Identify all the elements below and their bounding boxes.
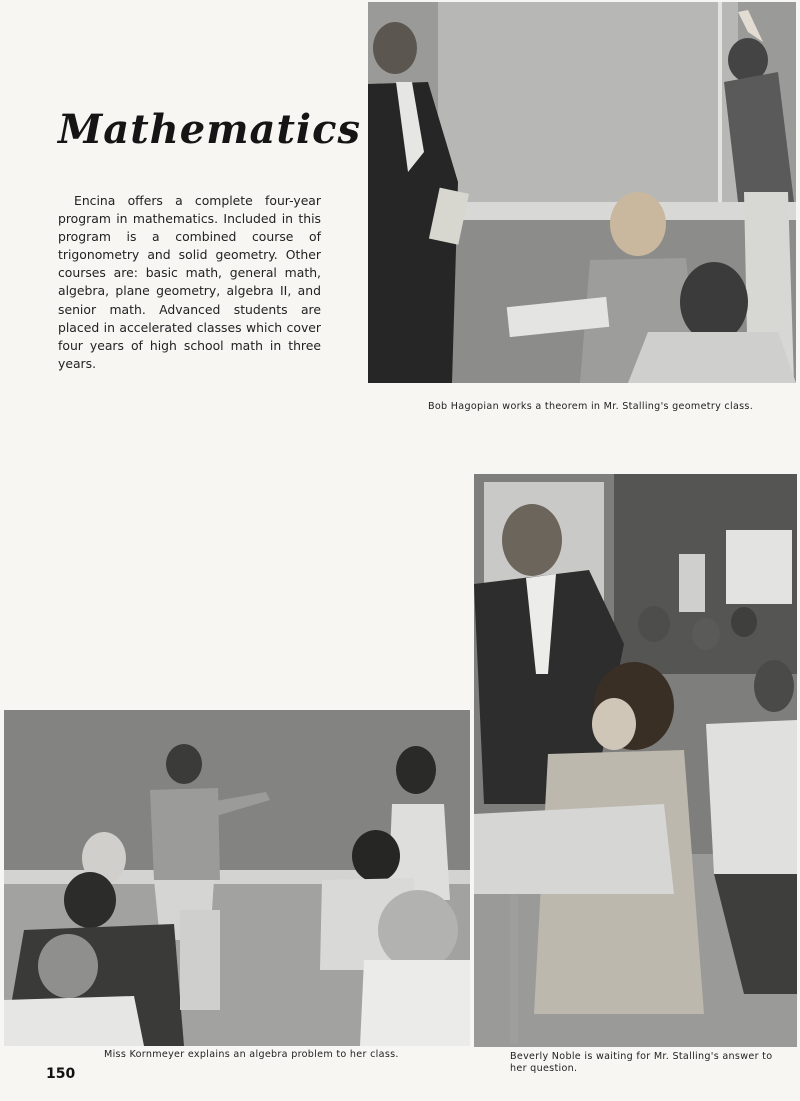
page-number: 150 <box>46 1066 76 1082</box>
page-title: Mathematics <box>58 106 361 153</box>
noble-photo-caption: Beverly Noble is waiting for Mr. Stalling's answer to her question. <box>510 1051 773 1074</box>
geometry-class-photo <box>368 2 796 383</box>
noble-class-photo <box>474 474 797 1047</box>
geometry-photo-caption: Bob Hagopian works a theorem in Mr. Stalling's geometry class. <box>428 401 754 412</box>
algebra-photo-caption: Miss Kornmeyer explains an algebra problem to her class. <box>104 1049 399 1060</box>
intro-paragraph: Encina offers a complete four-year program in mathematics. Included in this program is a combined course of trigonometry and solid geometry. Other courses are: basic math, general math, algebra, plane geometry, algebra II, and senior math. Advanced students are placed in accelerated classes which cover four years of high school math in three years. <box>58 193 321 371</box>
algebra-class-photo <box>4 710 470 1046</box>
